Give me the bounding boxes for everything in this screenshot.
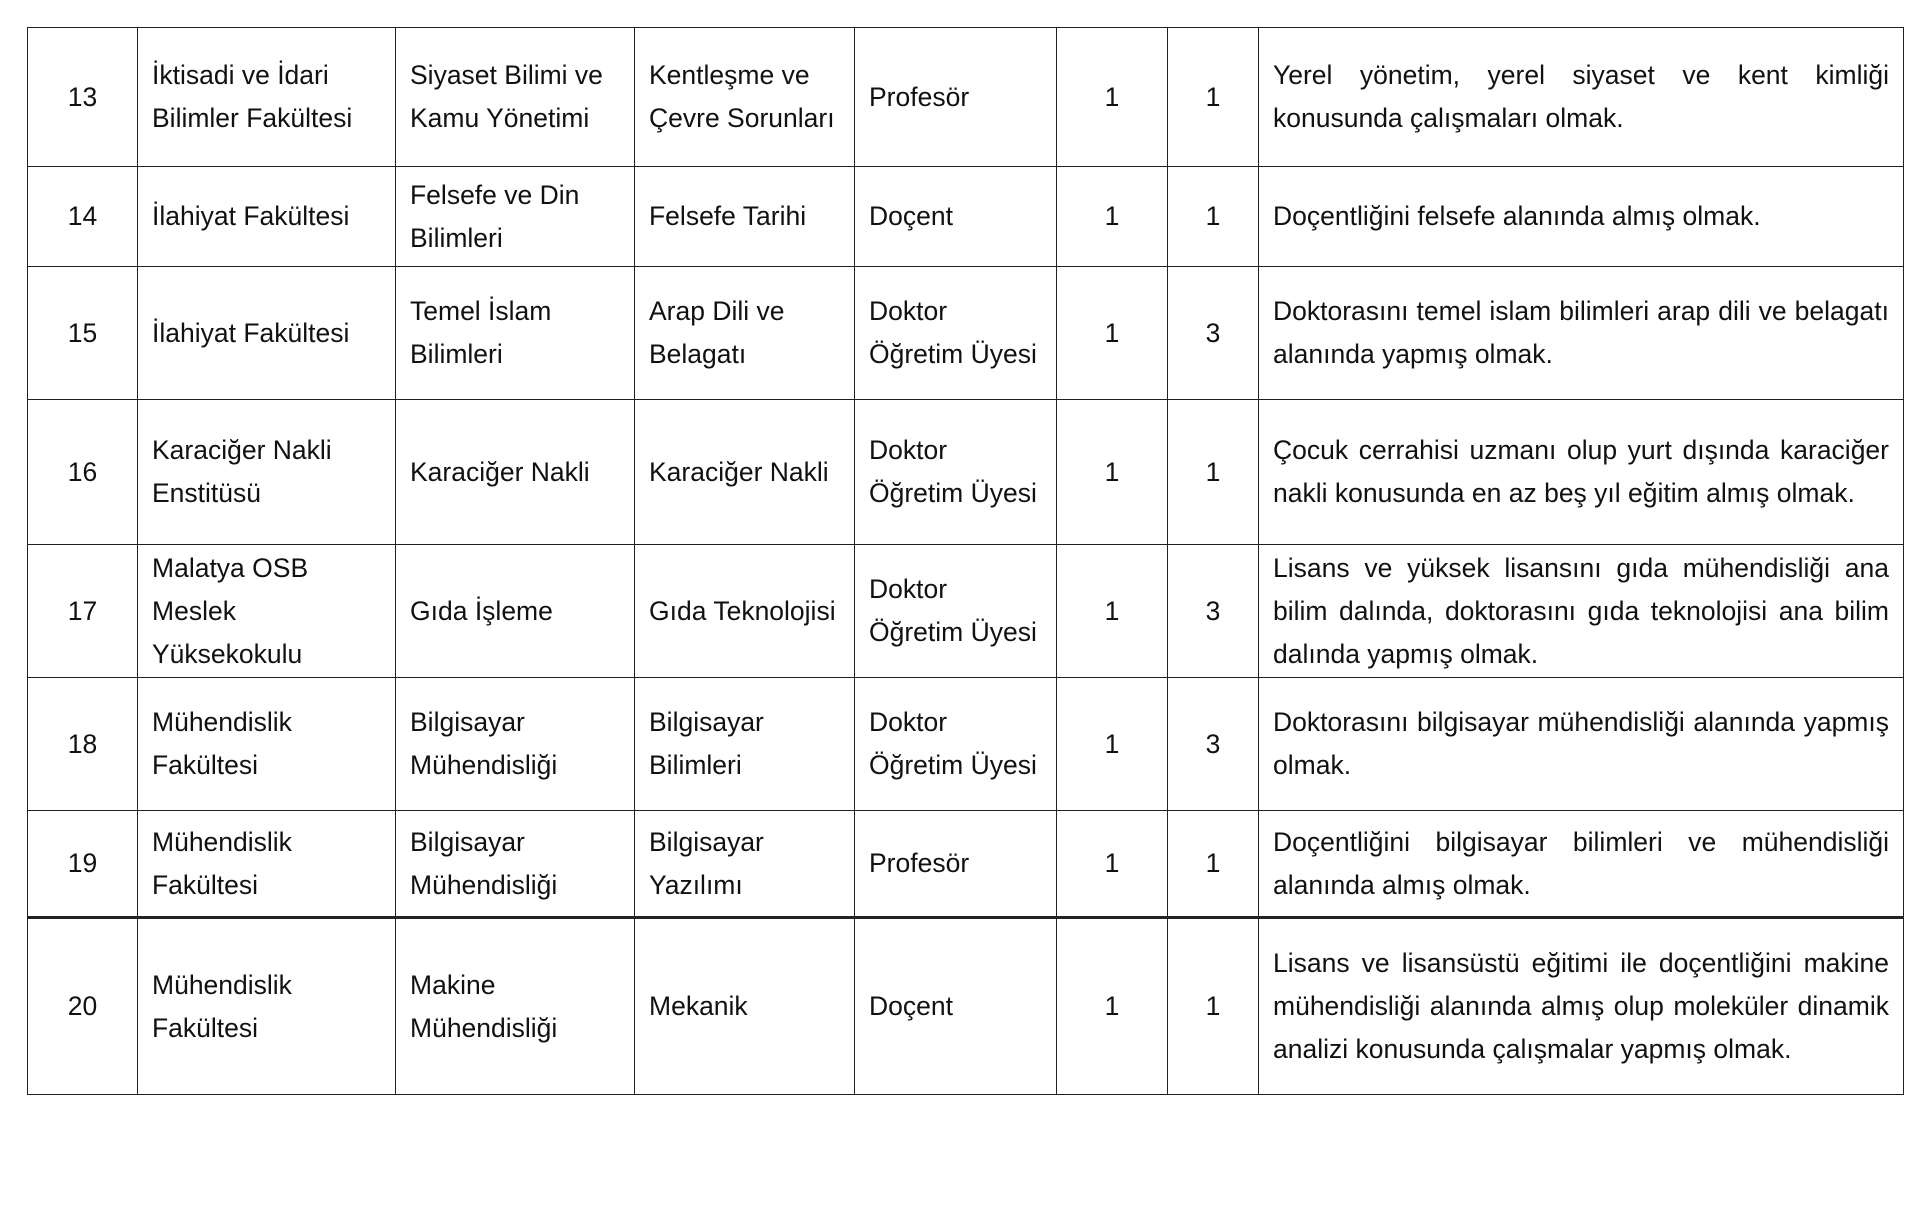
unit-cell: İktisadi ve İdari Bilimler Fakültesi xyxy=(138,28,396,167)
field-cell: Gıda Teknolojisi xyxy=(635,545,855,678)
field-cell: Karaciğer Nakli xyxy=(635,400,855,545)
title-cell: Profesör xyxy=(855,28,1057,167)
count-cell: 3 xyxy=(1168,678,1259,811)
row-number: 18 xyxy=(28,678,138,811)
department-cell: Bilgisayar Mühendisliği xyxy=(396,811,635,918)
table-row xyxy=(28,28,1904,167)
degree-cell: 1 xyxy=(1057,400,1168,545)
field-cell: Arap Dili ve Belagatı xyxy=(635,267,855,400)
degree-cell: 1 xyxy=(1057,545,1168,678)
conditions-cell: Doçentliğini bilgisayar bilimleri ve mühendisliği alanında almış olmak. xyxy=(1259,811,1904,918)
count-cell: 1 xyxy=(1168,811,1259,918)
department-cell: Gıda İşleme xyxy=(396,545,635,678)
conditions-cell: Doktorasını bilgisayar mühendisliği alanında yapmış olmak. xyxy=(1259,678,1904,811)
title-cell: Doktor Öğretim Üyesi xyxy=(855,545,1057,678)
table-row xyxy=(28,167,1904,267)
degree-cell: 1 xyxy=(1057,678,1168,811)
department-cell: Karaciğer Nakli xyxy=(396,400,635,545)
row-number: 16 xyxy=(28,400,138,545)
academic-positions-table xyxy=(27,27,1904,1095)
field-cell: Bilgisayar Bilimleri xyxy=(635,678,855,811)
table-row xyxy=(28,400,1904,545)
table-body xyxy=(28,28,1904,1095)
degree-cell: 1 xyxy=(1057,918,1168,1095)
degree-cell: 1 xyxy=(1057,28,1168,167)
unit-cell: Karaciğer Nakli Enstitüsü xyxy=(138,400,396,545)
row-number: 13 xyxy=(28,28,138,167)
department-cell: Felsefe ve Din Bilimleri xyxy=(396,167,635,267)
count-cell: 3 xyxy=(1168,267,1259,400)
department-cell: Makine Mühendisliği xyxy=(396,918,635,1095)
degree-cell: 1 xyxy=(1057,811,1168,918)
conditions-cell: Doktorasını temel islam bilimleri arap dili ve belagatı alanında yapmış olmak. xyxy=(1259,267,1904,400)
department-cell: Bilgisayar Mühendisliği xyxy=(396,678,635,811)
count-cell: 1 xyxy=(1168,28,1259,167)
conditions-cell: Çocuk cerrahisi uzmanı olup yurt dışında karaciğer nakli konusunda en az beş yıl eğitim almış olmak. xyxy=(1259,400,1904,545)
field-cell: Bilgisayar Yazılımı xyxy=(635,811,855,918)
row-number: 20 xyxy=(28,918,138,1095)
degree-cell: 1 xyxy=(1057,267,1168,400)
title-cell: Doçent xyxy=(855,918,1057,1095)
unit-cell: Mühendislik Fakültesi xyxy=(138,678,396,811)
unit-cell: İlahiyat Fakültesi xyxy=(138,167,396,267)
title-cell: Doktor Öğretim Üyesi xyxy=(855,267,1057,400)
department-cell: Temel İslam Bilimleri xyxy=(396,267,635,400)
title-cell: Doçent xyxy=(855,167,1057,267)
conditions-cell: Lisans ve yüksek lisansını gıda mühendisliği ana bilim dalında, doktorasını gıda teknolojisi ana bilim dalında yapmış olmak. xyxy=(1259,545,1904,678)
table-row xyxy=(28,545,1904,678)
title-cell: Profesör xyxy=(855,811,1057,918)
conditions-cell: Yerel yönetim, yerel siyaset ve kent kimliği konusunda çalışmaları olmak. xyxy=(1259,28,1904,167)
department-cell: Siyaset Bilimi ve Kamu Yönetimi xyxy=(396,28,635,167)
count-cell: 1 xyxy=(1168,400,1259,545)
field-cell: Kentleşme ve Çevre Sorunları xyxy=(635,28,855,167)
count-cell: 1 xyxy=(1168,167,1259,267)
table-row xyxy=(28,811,1904,918)
unit-cell: Mühendislik Fakültesi xyxy=(138,918,396,1095)
field-cell: Mekanik xyxy=(635,918,855,1095)
row-number: 19 xyxy=(28,811,138,918)
conditions-cell: Lisans ve lisansüstü eğitimi ile doçentliğini makine mühendisliği alanında almış olup moleküler dinamik analizi konusunda çalışmalar yapmış olmak. xyxy=(1259,918,1904,1095)
unit-cell: Malatya OSB Meslek Yüksekokulu xyxy=(138,545,396,678)
table-row xyxy=(28,267,1904,400)
unit-cell: İlahiyat Fakültesi xyxy=(138,267,396,400)
table-row xyxy=(28,918,1904,1095)
field-cell: Felsefe Tarihi xyxy=(635,167,855,267)
row-number: 14 xyxy=(28,167,138,267)
row-number: 17 xyxy=(28,545,138,678)
row-number: 15 xyxy=(28,267,138,400)
count-cell: 3 xyxy=(1168,545,1259,678)
count-cell: 1 xyxy=(1168,918,1259,1095)
title-cell: Doktor Öğretim Üyesi xyxy=(855,400,1057,545)
title-cell: Doktor Öğretim Üyesi xyxy=(855,678,1057,811)
table-row xyxy=(28,678,1904,811)
degree-cell: 1 xyxy=(1057,167,1168,267)
unit-cell: Mühendislik Fakültesi xyxy=(138,811,396,918)
conditions-cell: Doçentliğini felsefe alanında almış olmak. xyxy=(1259,167,1904,267)
